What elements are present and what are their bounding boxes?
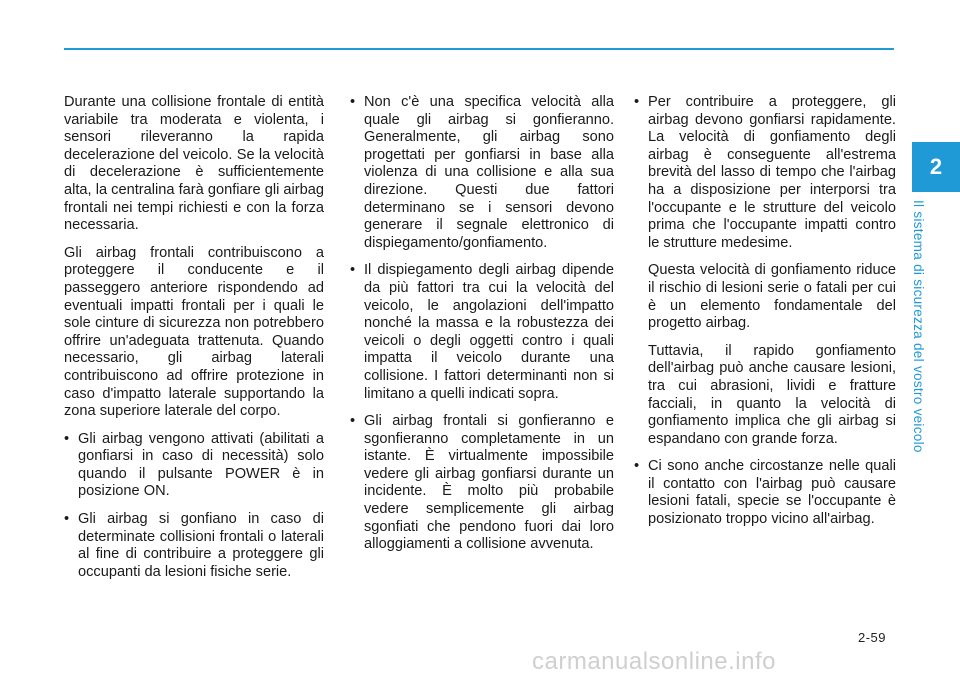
text-column-2 <box>350 94 614 564</box>
bullet-item: • Non c'è una specifica velocità alla quale gli airbag si gonfieranno. Generalmente, gli airbag sono progettati per gonfiarsi in base alla violenza di una collisione e alla sua direzione. Questi due fattori determinano se i sensori devono generare il segnale elettronico di dispiegamento/gonfiamento. <box>350 94 614 252</box>
watermark: carmanualsonline.info <box>532 648 776 675</box>
bullet-item: • Gli airbag si gonfiano in caso di determinate collisioni frontali o laterali al fine di contribuire a proteggere gli occupanti da lesioni fisiche serie. <box>64 511 324 581</box>
bullet-item: • Ci sono anche circostanze nelle quali il contatto con l'airbag può causare lesioni fatali, specie se l'occupante è posizionato troppo vicino all'airbag. <box>634 458 896 528</box>
text-column-1 <box>64 94 324 591</box>
paragraph: Gli airbag frontali contribuiscono a proteggere il conducente e il passeggero anteriore rispondendo ad eventuali impatti frontali per i quali le sole cinture di sicurezza non potrebbero offrire un'adeguata trattenuta. Quando necessario, gli airbag laterali contribuiscono ad offrire protezione in caso d'impatto laterale supportando la zona superiore laterale del corpo. <box>64 244 324 420</box>
bullet-item: • Per contribuire a proteggere, gli airbag devono gonfiarsi rapidamente. La velocità di gonfiamento degli airbag è conseguente all'estrema brevità del lasso di tempo che l'airbag ha a disposizione per interporsi tra l'occupante e le strutture del veicolo prima che l'occupante impatti contro le strutture medesime. <box>634 94 896 252</box>
page-number: 2-59 <box>858 630 887 645</box>
bullet-continuation: Questa velocità di gonfiamento riduce il rischio di lesioni serie o fatali per cui è un elemento fondamentale del progetto airbag. <box>648 262 896 332</box>
text-column-3 <box>634 94 896 539</box>
bullet-item: • Il dispiegamento degli airbag dipende da più fattori tra cui la velocità del veicolo, le angolazioni dell'impatto nonché la massa e la robustezza dei veicoli o degli oggetti contro i quali impatta il veicolo durante una collisione. I fattori determinanti non si limitano a quelli indicati sopra. <box>350 262 614 403</box>
bullet-item: • Gli airbag frontali si gonfieranno e sgonfieranno completamente in un istante. È virtualmente impossibile vedere gli airbag gonfiarsi durante un incidente. È molto più probabile vedere semplicemente gli airbag sgonfiati che pendono fuori dai loro alloggiamenti a collisione avvenuta. <box>350 413 614 554</box>
chapter-title-vertical: Il sistema di sicurezza del vostro veicolo <box>911 200 926 453</box>
header-rule <box>64 48 894 50</box>
bullet-continuation: Tuttavia, il rapido gonfiamento dell'airbag può anche causare lesioni, tra cui abrasioni, lividi e fratture facciali, in quanto la velocità di gonfiamento implica che gli airbag si espandano con grande forza. <box>648 342 896 447</box>
bullet-item: • Gli airbag vengono attivati (abilitati a gonfiarsi in caso di necessità) solo quando il pulsante POWER è in posizione ON. <box>64 431 324 501</box>
chapter-number-tab: 2 <box>912 142 960 192</box>
paragraph: Durante una collisione frontale di entità variabile tra moderata e violenta, i sensori rileveranno la rapida decelerazione del veicolo. Se la velocità di decelerazione è sufficientemente alta, la centralina farà gonfiare gli airbag frontali nei tempi richiesti e con la forza necessaria. <box>64 94 324 234</box>
